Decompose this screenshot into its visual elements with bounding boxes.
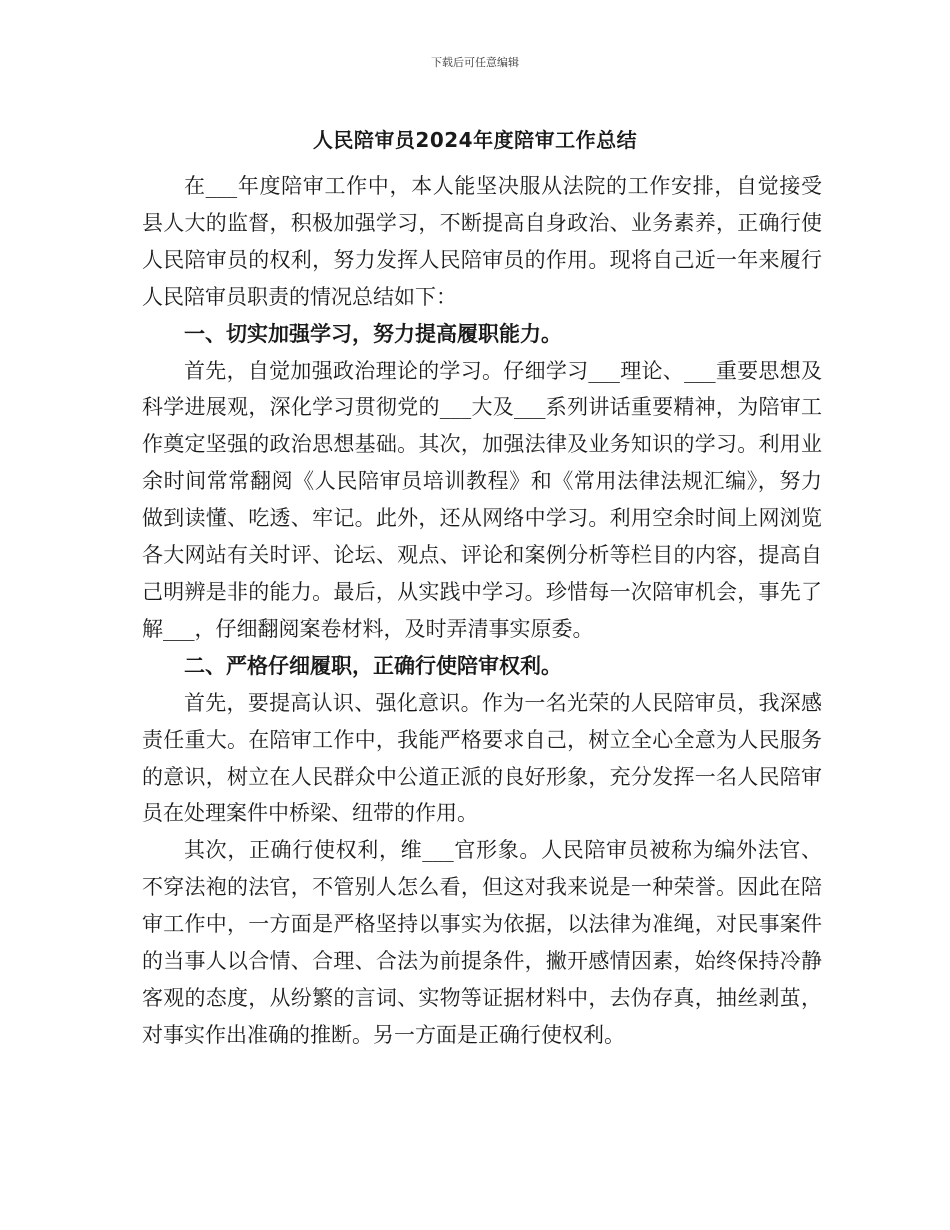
document-title: 人民陪审员2024年度陪审工作总结 [312,128,638,152]
section-2-paragraph-1: 首先，要提高认识、强化意识。作为一名光荣的人民陪审员，我深感责任重大。在陪审工作中，我能严格要求自己，树立全心全意为人民服务的意识，树立在人民群众中公道正派的良好形象，充分发挥一名人民陪审员在处理案件中桥梁、纽带的作用。 [142,690,822,826]
section-2-paragraph-2: 其次，正确行使权利，维___官形象。人民陪审员被称为编外法官、不穿法袍的法官，不管别人怎么看，但这对我来说是一种荣誉。因此在陪审工作中，一方面是严格坚持以事实为依据，以法律为准绳，对民事案件的当事人以合情、合理、合法为前提条件，撇开感情因素，始终保持冷静客观的态度，从纷繁的言词、实物等证据材料中，去伪存真，抽丝剥茧，对事实作出准确的推断。另一方面是正确行使权利。 [142,838,822,1047]
intro-paragraph: 在___年度陪审工作中，本人能坚决服从法院的工作安排，自觉接受县人大的监督，积极加强学习，不断提高自身政治、业务素养，正确行使人民陪审员的权利，努力发挥人民陪审员的作用。现将自己近一年来履行人民陪审员职责的情况总结如下： [142,174,822,309]
header-note: 下载后可任意编辑 [431,56,519,69]
section-1-paragraph: 首先，自觉加强政治理论的学习。仔细学习___理论、___重要思想及科学进展观，深化学习贯彻党的___大及___系列讲话重要精神，为陪审工作奠定坚强的政治思想基础。其次，加强法律及业务知识的学习。利用业余时间常常翻阅《人民陪审员培训教程》和《常用法律法规汇编》，努力做到读懂、吃透、牢记。此外，还从网络中学习。利用空余时间上网浏览各大网站有关时评、论坛、观点、评论和案例分析等栏目的内容，提高自己明辨是非的能力。最后，从实践中学习。珍惜每一次陪审机会，事先了解___，仔细翻阅案卷材料，及时弄清事实原委。 [142,358,822,641]
document-body [142,168,822,1054]
section-heading-1: 一、切实加强学习，努力提高履职能力。 [184,321,562,346]
section-heading-2: 二、严格仔细履职，正确行使陪审权利。 [184,653,562,678]
